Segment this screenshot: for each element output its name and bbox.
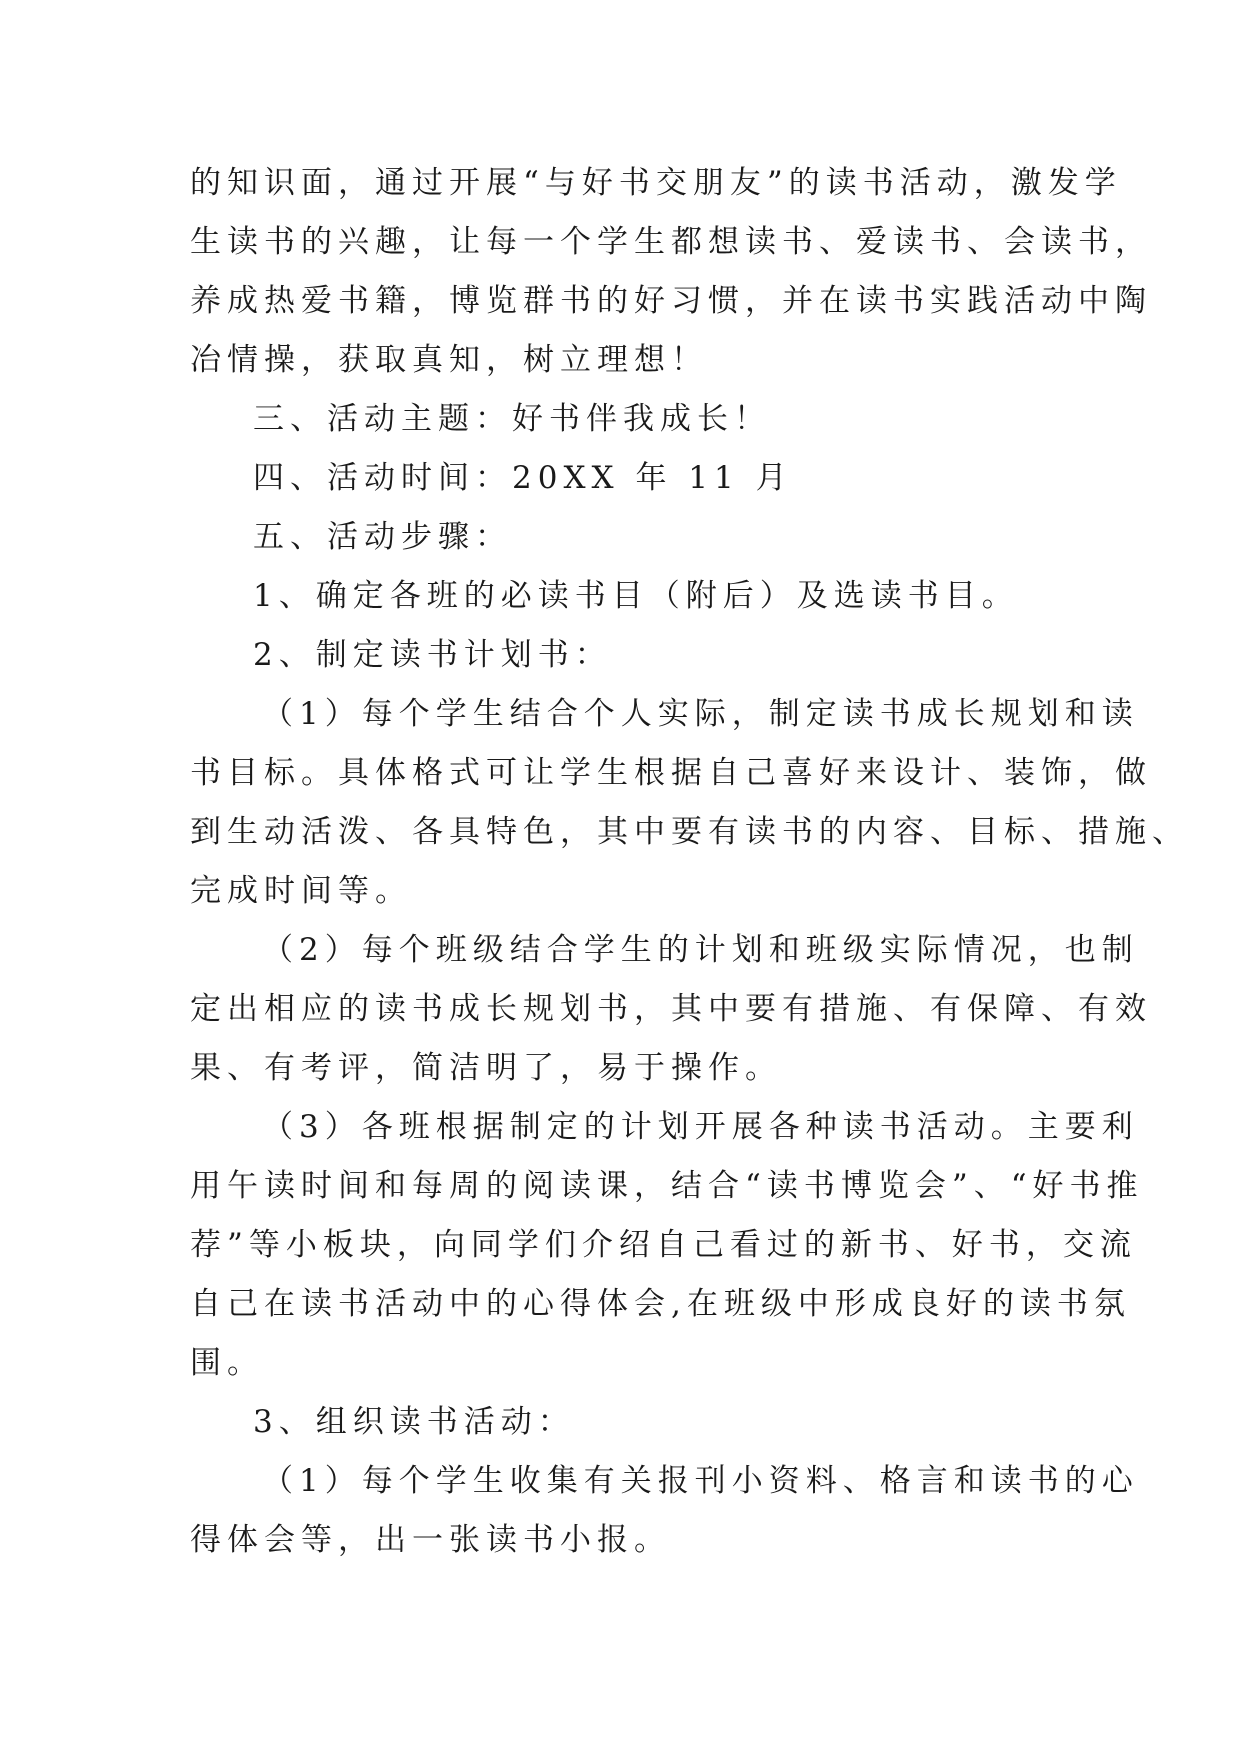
body-line: 果、有考评，简洁明了，易于操作。 <box>190 1050 782 1086</box>
step-item: 3、组织读书活动： <box>253 1404 575 1440</box>
sub-item: （1）每个学生收集有关报刊小资料、格言和读书的心 <box>262 1463 1139 1499</box>
section-heading-theme: 三、活动主题：好书伴我成长！ <box>253 401 771 437</box>
sub-item: （1）每个学生结合个人实际，制定读书成长规划和读 <box>262 696 1139 732</box>
body-line: 的知识面，通过开展“与好书交朋友”的读书活动，激发学 <box>190 165 1122 201</box>
body-line: 得体会等，出一张读书小报。 <box>190 1522 671 1558</box>
body-line: 用午读时间和每周的阅读课，结合“读书博览会”、“好书推 <box>190 1168 1144 1204</box>
sub-item: （3）各班根据制定的计划开展各种读书活动。主要利 <box>262 1109 1139 1145</box>
step-item: 1、确定各班的必读书目（附后）及选读书目。 <box>253 578 1019 614</box>
body-line: 到生动活泼、各具特色，其中要有读书的内容、目标、措施、 <box>190 814 1189 850</box>
sub-item: （2）每个班级结合学生的计划和班级实际情况，也制 <box>262 932 1139 968</box>
body-line: 冶情操，获取真知，树立理想！ <box>190 342 708 378</box>
step-item: 2、制定读书计划书： <box>253 637 612 673</box>
body-line: 定出相应的读书成长规划书，其中要有措施、有保障、有效 <box>190 991 1152 1027</box>
body-line: 荐”等小板块，向同学们介绍自己看过的新书、好书，交流 <box>190 1227 1137 1263</box>
section-heading-time: 四、活动时间：20XX 年 11 月 <box>253 460 793 496</box>
body-line: 书目标。具体格式可让学生根据自己喜好来设计、装饰，做 <box>190 755 1152 791</box>
body-line: 生读书的兴趣，让每一个学生都想读书、爱读书、会读书， <box>190 224 1152 260</box>
body-line: 自己在读书活动中的心得体会,在班级中形成良好的读书氛 <box>190 1286 1131 1322</box>
body-line: 养成热爱书籍，博览群书的好习惯，并在读书实践活动中陶 <box>190 283 1152 319</box>
body-line: 围。 <box>190 1345 264 1381</box>
section-heading-steps: 五、活动步骤： <box>253 519 512 555</box>
body-line: 完成时间等。 <box>190 873 412 909</box>
